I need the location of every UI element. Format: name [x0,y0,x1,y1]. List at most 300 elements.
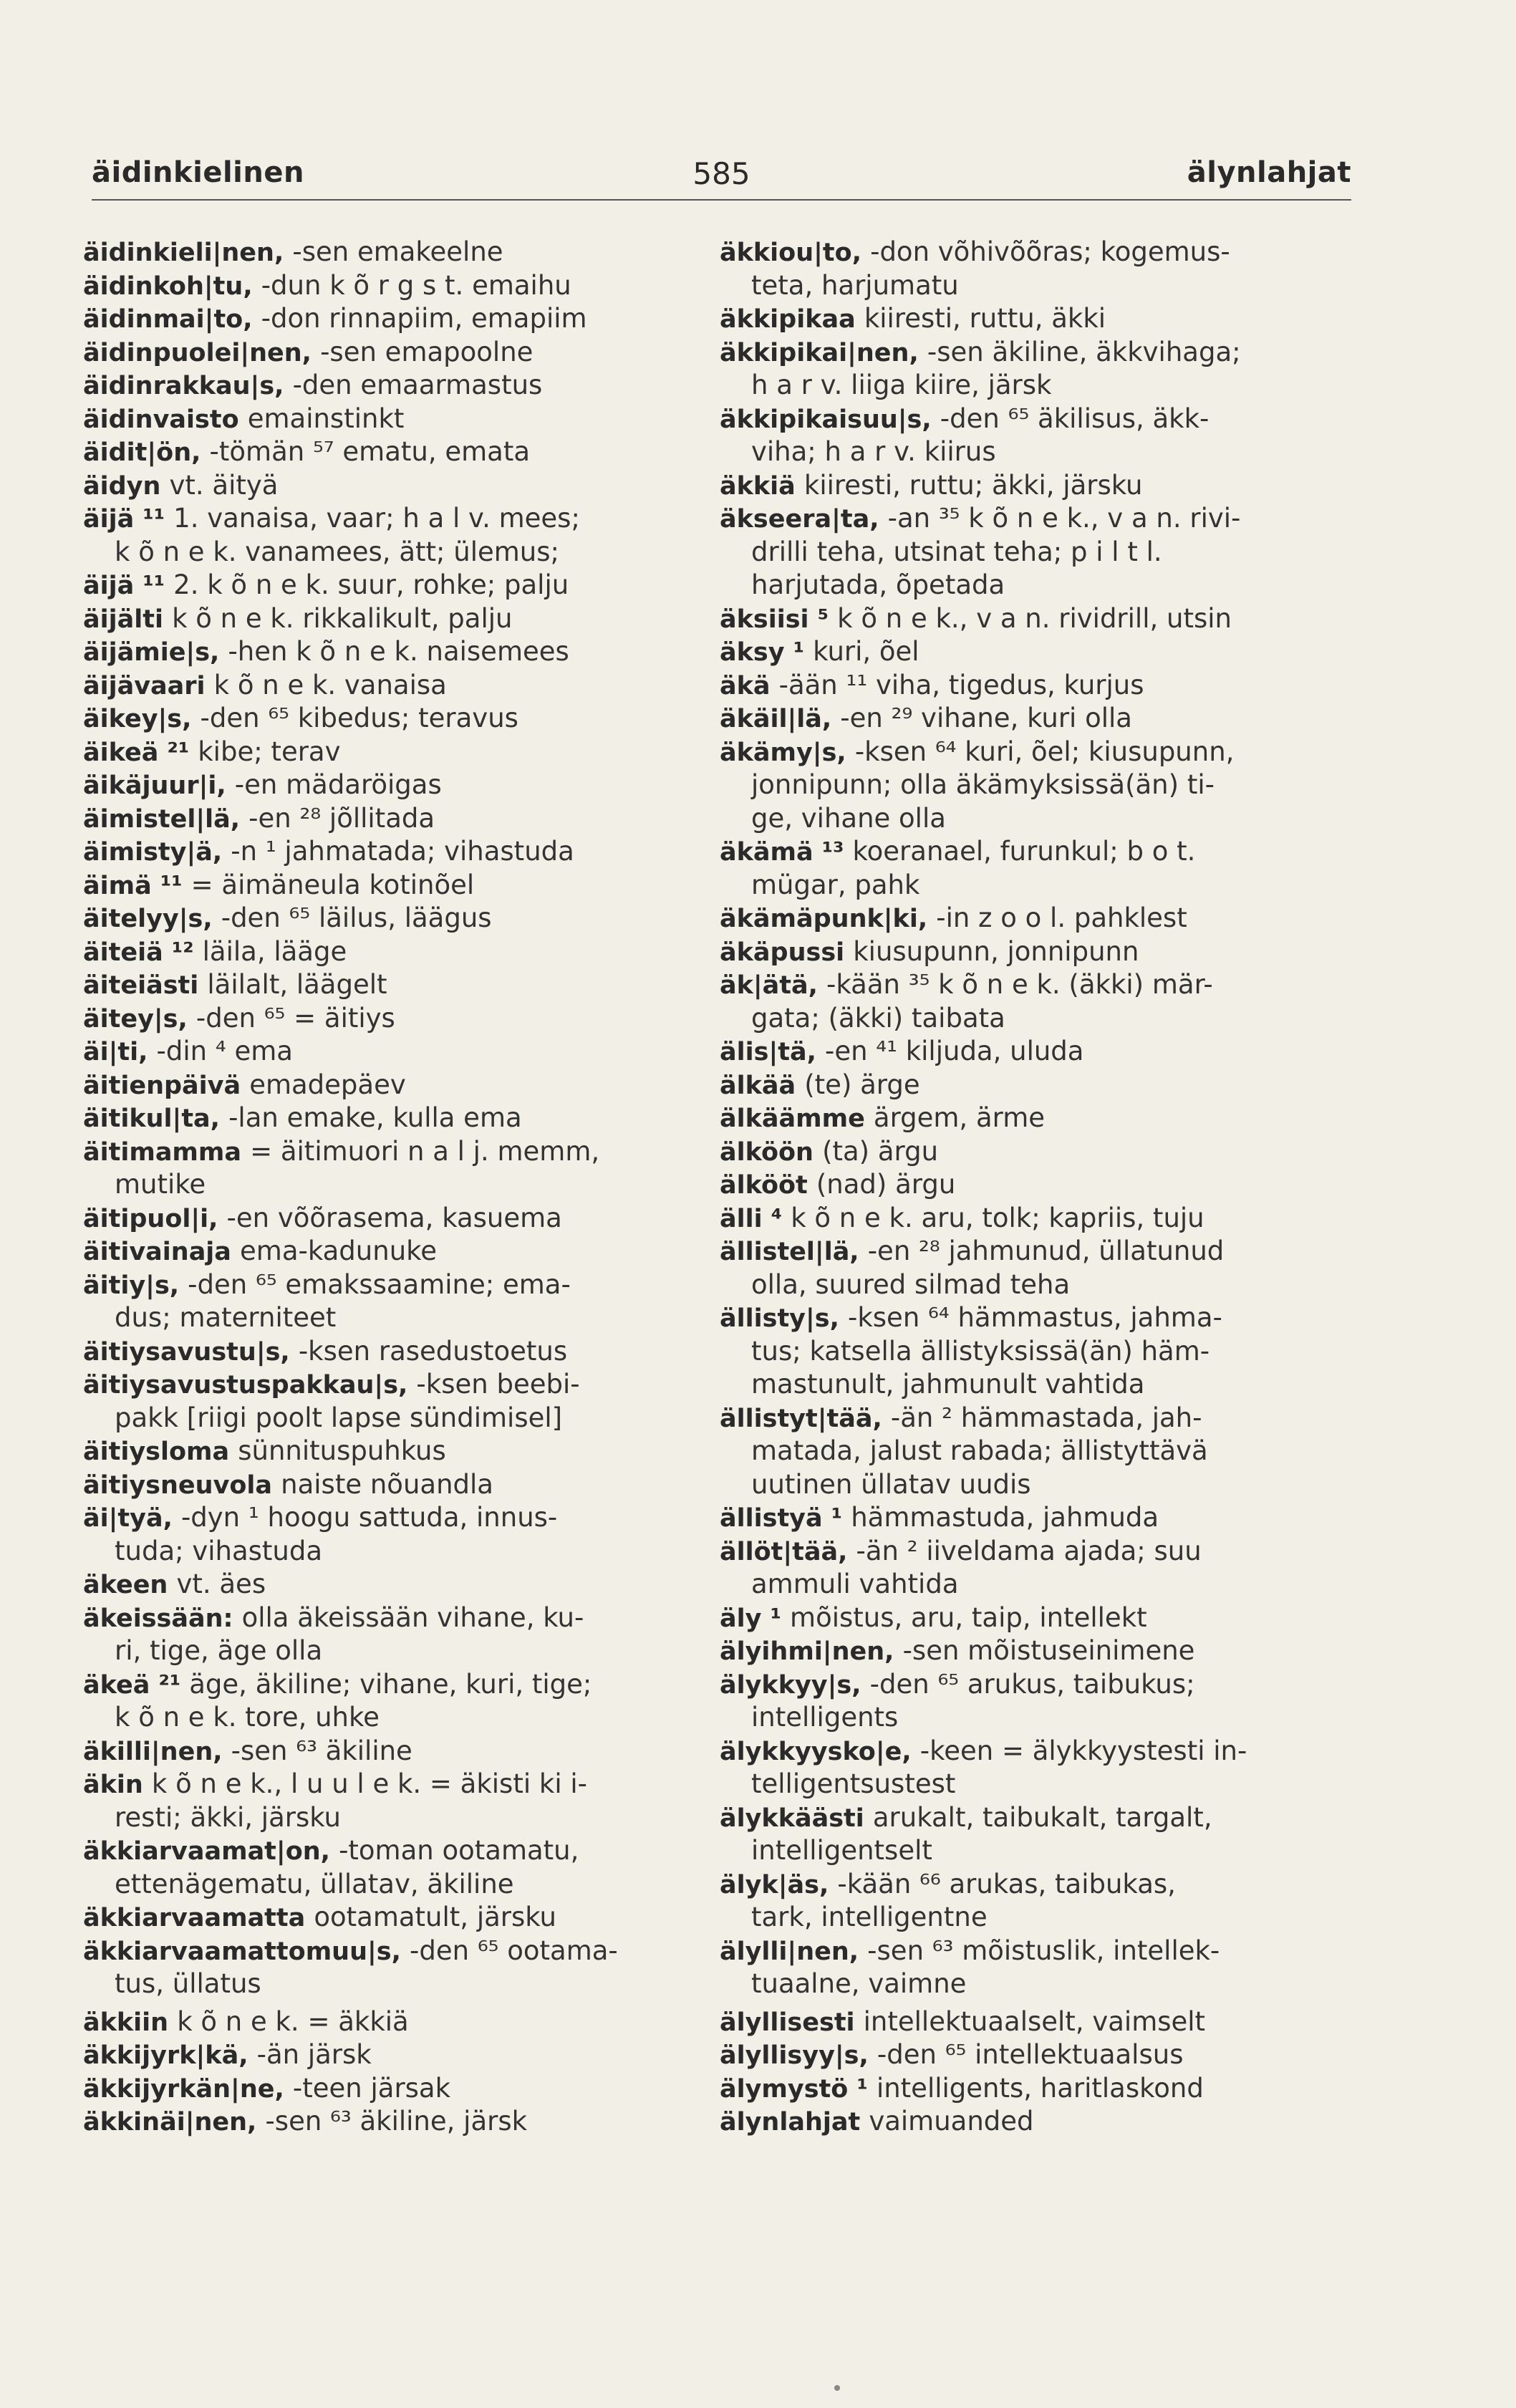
page-header [92,156,1351,192]
entry-headword: älyllisyy|s, [720,2041,869,2070]
page-number: 585 [692,156,750,191]
entry-definition: ema-kadunuke [240,1236,438,1266]
entry-definition: 1. vanaisa, vaar; h a l v. mees; [173,503,580,534]
dictionary-entry [83,2071,685,2105]
entry-definition: -hen k õ n e k. naisemees [228,636,569,667]
entry-continuation-line [720,801,1328,835]
dictionary-entry [83,1101,685,1135]
dictionary-entry [720,2071,1328,2105]
entry-headword: äkkiarvaamatta [83,1904,306,1932]
entry-definition: -teen järsak [292,2072,451,2104]
entry-definition: -än ² hämmastada, jah- [890,1402,1202,1433]
dictionary-entry [720,735,1328,769]
entry-definition: -den ⁶⁵ kibedus; teravus [200,703,518,733]
entry-headword: äidinkoh|tu, [83,271,253,301]
dictionary-entry [83,1034,685,1068]
entry-definition: ri, tige, äge olla [115,1635,323,1666]
entry-definition: (nad) ärgu [816,1169,956,1200]
entry-definition: tuda; vihastuda [115,1535,323,1566]
entry-definition: tuaalne, vaimne [751,1968,967,1999]
entry-headword: äimä ¹¹ [83,871,183,900]
entry-continuation-line [720,1468,1328,1501]
entry-headword: äkkipikaisuu|s, [720,405,932,434]
entry-headword: äitiysavustu|s, [83,1337,290,1367]
entry-definition: -in z o o l. pahklest [936,902,1187,933]
dictionary-entry [83,1201,685,1235]
entry-headword: äidit|ön, [83,438,201,467]
entry-definition: k õ n e k., l u u l e k. = äkisti ki i- [151,1768,587,1799]
entry-definition: -kään ³⁵ k õ n e k. (äkki) mär- [826,969,1213,1000]
entry-headword: äitey|s, [83,1004,188,1034]
entry-definition: k õ n e k. vanamees, ätt; ülemus; [115,536,559,567]
entry-definition: läila, lääge [202,935,347,967]
entry-headword: ällistyt|tää, [720,1404,882,1433]
dictionary-entry [720,2005,1328,2038]
entry-definition: (ta) ärgu [822,1135,939,1167]
entry-definition: intelligentselt [751,1835,932,1866]
entry-definition: ammuli vahtida [751,1569,959,1599]
entry-continuation-line [83,1534,685,1568]
dictionary-entry [83,635,685,668]
dictionary-entry [83,1001,685,1035]
entry-headword: äkkiä [720,471,796,501]
entry-definition: (te) ärge [804,1069,920,1100]
speck-mark [834,2385,840,2391]
dictionary-entry [720,1101,1328,1135]
dictionary-entry [83,501,685,535]
dictionary-entry [83,1934,685,1968]
entry-continuation-line [720,269,1328,302]
dictionary-entry [720,1401,1328,1435]
entry-definition: -toman ootamatu, [339,1835,579,1866]
entry-headword: äijävaari [83,671,206,700]
dictionary-entry [720,1301,1328,1334]
entry-headword: äkkijyrkän|ne, [83,2074,284,2104]
entry-headword: älykkyy|s, [720,1670,861,1700]
entry-definition: mutike [115,1169,206,1200]
dictionary-entry [83,1434,685,1468]
entry-definition: -en ⁴¹ kiljuda, uluda [824,1036,1084,1066]
entry-headword: älyk|äs, [720,1870,829,1899]
dictionary-entry [720,1201,1328,1235]
dictionary-entry [83,1734,685,1768]
dictionary-entry [720,935,1328,968]
entry-definition: -en ²⁸ jõllitada [248,802,435,834]
entry-definition: intelligents, haritlaskond [876,2072,1204,2104]
entry-definition: -din ⁴ ema [156,1036,293,1066]
entry-headword: älymystö ¹ [720,2074,868,2104]
entry-definition: kiusupunn, jonnipunn [853,935,1139,967]
entry-definition: -en võõrasema, kasuema [226,1202,562,1233]
entry-headword: älynlahjat [720,2108,861,2137]
entry-headword: äitivainaja [83,1238,231,1266]
entry-headword: äkeen [83,1571,168,1599]
entry-definition: -en ²⁸ jahmunud, üllatunud [867,1236,1225,1266]
entry-definition: -don rinnapiim, emapiim [261,303,587,334]
entry-definition: -don võhivõõras; kogemus- [870,236,1230,267]
entry-headword: älli ⁴ [720,1204,783,1233]
entry-headword: äijä ¹¹ [83,572,165,600]
entry-definition: -än ² iiveldama ajada; suu [856,1535,1202,1566]
entry-continuation-line [720,1700,1328,1734]
dictionary-entry [83,701,685,735]
entry-headword: äkseera|ta, [720,505,879,534]
entry-definition: -n ¹ jahmatada; vihastuda [231,836,574,867]
entry-continuation-line [83,535,685,569]
entry-definition: 2. k õ n e k. suur, rohke; palju [173,569,569,600]
entry-definition: mõistus, aru, taip, intellekt [790,1602,1147,1633]
entry-headword: äikäjuur|i, [83,771,226,800]
entry-definition: äge, äkiline; vihane, kuri, tige; [189,1668,592,1700]
entry-headword: ällistyä ¹ [720,1504,843,1533]
entry-definition: telligentsustest [751,1768,956,1799]
entry-definition: tus; katsella ällistyksissä(än) häm- [751,1335,1210,1367]
entry-definition: -dyn ¹ hoogu sattuda, innus- [180,1502,558,1533]
entry-definition: koeranael, furunkul; b o t. [852,836,1196,867]
dictionary-entry [83,1601,685,1634]
dictionary-entry [83,2005,685,2038]
entry-definition: kiiresti, ruttu, äkki [864,303,1106,334]
entry-definition: emadepäev [249,1069,406,1100]
entry-definition: tark, intelligentne [751,1902,988,1932]
dictionary-entry [83,1334,685,1368]
entry-headword: äidinrakkau|s, [83,372,284,400]
dictionary-entry [720,1667,1328,1701]
entry-definition: -kään ⁶⁶ arukas, taibukas, [837,1868,1176,1899]
entry-definition: -keen = älykkyystesti in- [919,1735,1247,1766]
entry-headword: äitipuol|i, [83,1204,218,1233]
dictionary-entry [720,1068,1328,1102]
entry-headword: äitiy|s, [83,1271,180,1300]
entry-definition: emainstinkt [247,403,405,434]
dictionary-entry [720,1867,1328,1901]
entry-definition: gata; (äkki) taibata [751,1002,1005,1034]
entry-headword: äijä ¹¹ [83,505,165,534]
entry-headword: älyllisesti [720,2008,855,2037]
entry-definition: pakk [riigi poolt lapse sündimisel] [115,1402,563,1433]
entry-continuation-line [720,435,1328,468]
entry-definition: -den ⁶⁵ läilus, läägus [221,902,492,933]
entry-continuation-line [83,1401,685,1435]
dictionary-entry [83,1367,685,1401]
entry-definition: tus, üllatus [115,1968,261,1999]
entry-headword: äidinmai|to, [83,305,253,334]
entry-headword: älköön [720,1137,813,1167]
entry-headword: äkilli|nen, [83,1737,223,1766]
entry-headword: äitelyy|s, [83,905,213,933]
entry-definition: k õ n e k. rikkalikult, palju [172,602,513,634]
entry-definition: olla äkeissään vihane, ku- [241,1602,584,1633]
entry-headword: äitiysavustuspakkau|s, [83,1371,408,1400]
entry-definition: teta, harjumatu [751,269,959,301]
entry-continuation-line [720,368,1328,402]
entry-continuation-line [720,1834,1328,1867]
entry-continuation-line [720,568,1328,602]
entry-definition: dus; materniteet [115,1302,337,1333]
entry-definition: sünnituspuhkus [238,1435,446,1466]
dictionary-entry [83,901,685,935]
entry-definition: -ään ¹¹ viha, tigedus, kurjus [778,669,1144,700]
entry-definition: kuri, õel [813,636,919,667]
entry-headword: äitimamma [83,1137,241,1167]
entry-headword: äksiisi ⁵ [720,605,829,634]
entry-headword: äimistel|lä, [83,804,241,834]
entry-definition: -lan emake, kulla ema [228,1102,522,1133]
entry-definition: resti; äkki, järsku [115,1801,341,1833]
dictionary-entry [720,1234,1328,1268]
dictionary-entry [720,2104,1328,2138]
entry-headword: äkä [720,671,771,700]
dictionary-entry [83,302,685,335]
dictionary-entry [83,335,685,369]
entry-definition: k õ n e k. vanaisa [213,669,447,700]
entry-definition: kibe; terav [198,736,341,767]
entry-definition: vt. äes [176,1569,266,1599]
entry-headword: äk|ätä, [720,971,818,1000]
entry-definition: -den ⁶⁵ intellektuaalsus [877,2039,1184,2070]
entry-definition: -sen mõistuseinimene [902,1635,1195,1666]
entry-definition: viha; h a r v. kiirus [751,436,996,467]
entry-continuation-line [720,1967,1328,2000]
entry-headword: äi|tyä, [83,1504,173,1533]
entry-headword: älkäämme [720,1104,865,1133]
dictionary-entry [720,235,1328,269]
entry-headword: äitiysloma [83,1437,230,1466]
entry-definition: olla, suured silmad teha [751,1268,1071,1300]
header-rule [92,199,1351,201]
dictionary-entry [720,302,1328,335]
dictionary-entry [720,402,1328,435]
entry-headword: äkkiarvaamattomuu|s, [83,1937,401,1966]
entry-headword: äkeissään: [83,1604,233,1633]
entry-definition: -an ³⁵ k õ n e k., v a n. rivi- [887,503,1241,534]
entry-definition: mügar, pahk [751,869,920,900]
dictionary-entry [83,834,685,868]
dictionary-entry [83,1135,685,1168]
dictionary-entry [83,1900,685,1934]
dictionary-entry [83,868,685,902]
dictionary-entry [720,635,1328,668]
entry-headword: äkkiou|to, [720,239,861,267]
entry-definition: -den emaarmastus [292,370,543,400]
dictionary-entry [720,1034,1328,1068]
entry-continuation-line [83,1967,685,2000]
entry-continuation-line [720,1268,1328,1301]
entry-headword: älykkäästi [720,1803,864,1833]
entry-headword: äkämäpunk|ki, [720,905,928,933]
entry-definition: -tömän ⁵⁷ ematu, emata [209,436,531,467]
entry-definition: harjutada, õpetada [751,569,1005,600]
dictionary-entry [720,968,1328,1001]
entry-definition: mastunult, jahmunult vahtida [751,1369,1145,1400]
dictionary-entry [83,1767,685,1801]
dictionary-entry [83,1501,685,1534]
entry-headword: äitiysneuvola [83,1470,273,1500]
entry-headword: älis|tä, [720,1038,816,1066]
entry-continuation-line [720,768,1328,801]
entry-headword: äkäil|lä, [720,705,832,733]
dictionary-entry [720,1135,1328,1168]
entry-headword: äimisty|ä, [83,838,223,867]
dictionary-entry [83,1068,685,1102]
dictionary-entry [720,1634,1328,1667]
entry-continuation-line [83,1634,685,1667]
dictionary-entry [720,335,1328,369]
entry-headword: älyihmi|nen, [720,1637,894,1666]
entry-continuation-line [83,1801,685,1834]
dictionary-entry [83,2104,685,2138]
entry-definition: ettenägematu, üllatav, äkiline [115,1868,514,1899]
entry-headword: äkkijyrk|kä, [83,2041,248,2070]
entry-definition: -den ⁶⁵ ootama- [410,1935,618,1966]
entry-definition: = äitimuori n a l j. memm, [250,1135,600,1167]
entry-definition: -den ⁶⁵ arukus, taibukus; [869,1668,1195,1700]
entry-continuation-line [720,1434,1328,1468]
entry-definition: ge, vihane olla [751,802,946,834]
dictionary-entry [83,668,685,702]
entry-headword: äkkipikaa [720,305,856,334]
entry-headword: äitikul|ta, [83,1104,220,1133]
dictionary-entry [720,501,1328,535]
dictionary-entry [720,1734,1328,1768]
entry-definition: vt. äityä [169,469,279,501]
dictionary-entry [83,468,685,502]
dictionary-entry [83,368,685,402]
entry-continuation-line [720,1567,1328,1601]
right-column [720,235,1328,2138]
entry-continuation-line [83,1867,685,1901]
entry-headword: äikey|s, [83,705,192,733]
entry-headword: älykkyysko|e, [720,1737,912,1766]
entry-headword: äijälti [83,605,163,634]
entry-continuation-line [720,1900,1328,1934]
dictionary-entry [83,735,685,769]
dictionary-entry [720,1167,1328,1201]
entry-continuation-line [720,535,1328,569]
dictionary-entry [83,435,685,468]
entry-headword: äkkinäi|nen, [83,2108,257,2137]
entry-definition: jonnipunn; olla äkämyksissä(än) ti- [751,769,1215,800]
entry-headword: äidinkieli|nen, [83,239,284,267]
entry-headword: äly ¹ [720,1604,781,1633]
entry-definition: -ksen rasedustoetus [298,1335,568,1367]
entry-definition: -sen ⁶³ mõistuslik, intellek- [867,1935,1220,1966]
entry-headword: äi|ti, [83,1038,148,1066]
entry-definition: ootamatult, järsku [314,1902,556,1932]
dictionary-entry [720,901,1328,935]
entry-headword: äidyn [83,471,161,501]
dictionary-entry [720,1601,1328,1634]
entry-definition: -den ⁶⁵ = äitiys [195,1002,395,1034]
entry-headword: äikeä ²¹ [83,738,190,767]
entry-definition: intelligents [751,1702,899,1733]
dictionary-entry [83,768,685,801]
entry-continuation-line [720,868,1328,902]
entry-continuation-line [720,1001,1328,1035]
entry-definition: h a r v. liiga kiire, järsk [751,370,1052,400]
entry-definition: intellektuaalselt, vaimselt [863,2005,1206,2037]
entry-headword: äidinvaisto [83,405,239,434]
entry-headword: älkää [720,1071,796,1100]
entry-headword: äiteiästi [83,971,199,1000]
header-right-guideword: älynlahjat [1187,156,1351,189]
dictionary-entry [720,2038,1328,2071]
dictionary-entry [720,834,1328,868]
entry-continuation-line [720,1334,1328,1368]
entry-definition: -ksen ⁶⁴ hämmastus, jahma- [848,1302,1222,1333]
entry-headword: älkööt [720,1171,808,1200]
entry-definition: hämmastuda, jahmuda [851,1502,1159,1533]
entry-continuation-line [83,1167,685,1201]
dictionary-entry [83,602,685,635]
entry-definition: arukalt, taibukalt, targalt, [872,1801,1212,1833]
entry-definition: -sen emakeelne [292,236,503,267]
entry-definition: -än järsk [256,2039,372,2070]
entry-continuation-line [83,1700,685,1734]
dictionary-entry [720,468,1328,502]
dictionary-entry [720,1934,1328,1968]
entry-headword: äijämie|s, [83,638,220,667]
entry-definition: = äimäneula kotinõel [190,869,475,900]
entry-definition: matada, jalust rabada; ällistyttävä [751,1435,1208,1466]
entry-headword: ällöt|tää, [720,1537,848,1566]
dictionary-entry [720,1801,1328,1834]
entry-headword: äkkiin [83,2008,169,2037]
entry-definition: k õ n e k. = äkkiä [177,2005,409,2037]
entry-definition: k õ n e k., v a n. rividrill, utsin [837,602,1232,634]
dictionary-entry [720,602,1328,635]
entry-definition: uutinen üllatav uudis [751,1468,1031,1500]
dictionary-entry [720,668,1328,702]
header-left-guideword: äidinkielinen [92,156,304,189]
entry-definition: -ksen beebi- [416,1369,580,1400]
entry-definition: -den ⁶⁵ äkilisus, äkk- [940,403,1210,434]
dictionary-entry [720,1501,1328,1534]
dictionary-entry [83,968,685,1001]
entry-definition: -den ⁶⁵ emakssaamine; ema- [188,1268,571,1300]
entry-definition: -ksen ⁶⁴ kuri, õel; kiusupunn, [854,736,1235,767]
dictionary-entry [83,1268,685,1301]
entry-headword: äidinpuolei|nen, [83,338,312,367]
entry-definition: läilalt, läägelt [207,969,387,1000]
dictionary-entry [83,1234,685,1268]
entry-headword: äkämy|s, [720,738,846,767]
entry-definition: k õ n e k. tore, uhke [115,1702,380,1733]
entry-headword: äkkiarvaamat|on, [83,1837,330,1866]
entry-definition: drilli teha, utsinat teha; p i l t l. [751,536,1162,567]
entry-headword: äkäpussi [720,938,845,967]
entry-definition: -sen ⁶³ äkiline, järsk [265,2106,528,2137]
entry-definition: -en ²⁹ vihane, kuri olla [840,703,1132,733]
dictionary-entry [83,2038,685,2071]
entry-definition: kiiresti, ruttu; äkki, järsku [803,469,1143,501]
entry-headword: ällisty|s, [720,1304,839,1333]
dictionary-entry [83,1834,685,1867]
dictionary-entry [83,1468,685,1501]
entry-headword: äkkipikai|nen, [720,338,919,367]
dictionary-entry [83,269,685,302]
dictionary-entry [83,935,685,968]
entry-headword: äksy ¹ [720,638,805,667]
entry-definition: -dun k õ r g s t. emaihu [261,269,571,301]
dictionary-entry [83,568,685,602]
dictionary-entry [83,235,685,269]
entry-definition: vaimuanded [869,2106,1034,2137]
entry-definition: -sen emapoolne [320,336,534,367]
dictionary-entry [83,1567,685,1601]
entry-definition: -sen ⁶³ äkiline [231,1735,412,1766]
entry-continuation-line [83,1301,685,1334]
